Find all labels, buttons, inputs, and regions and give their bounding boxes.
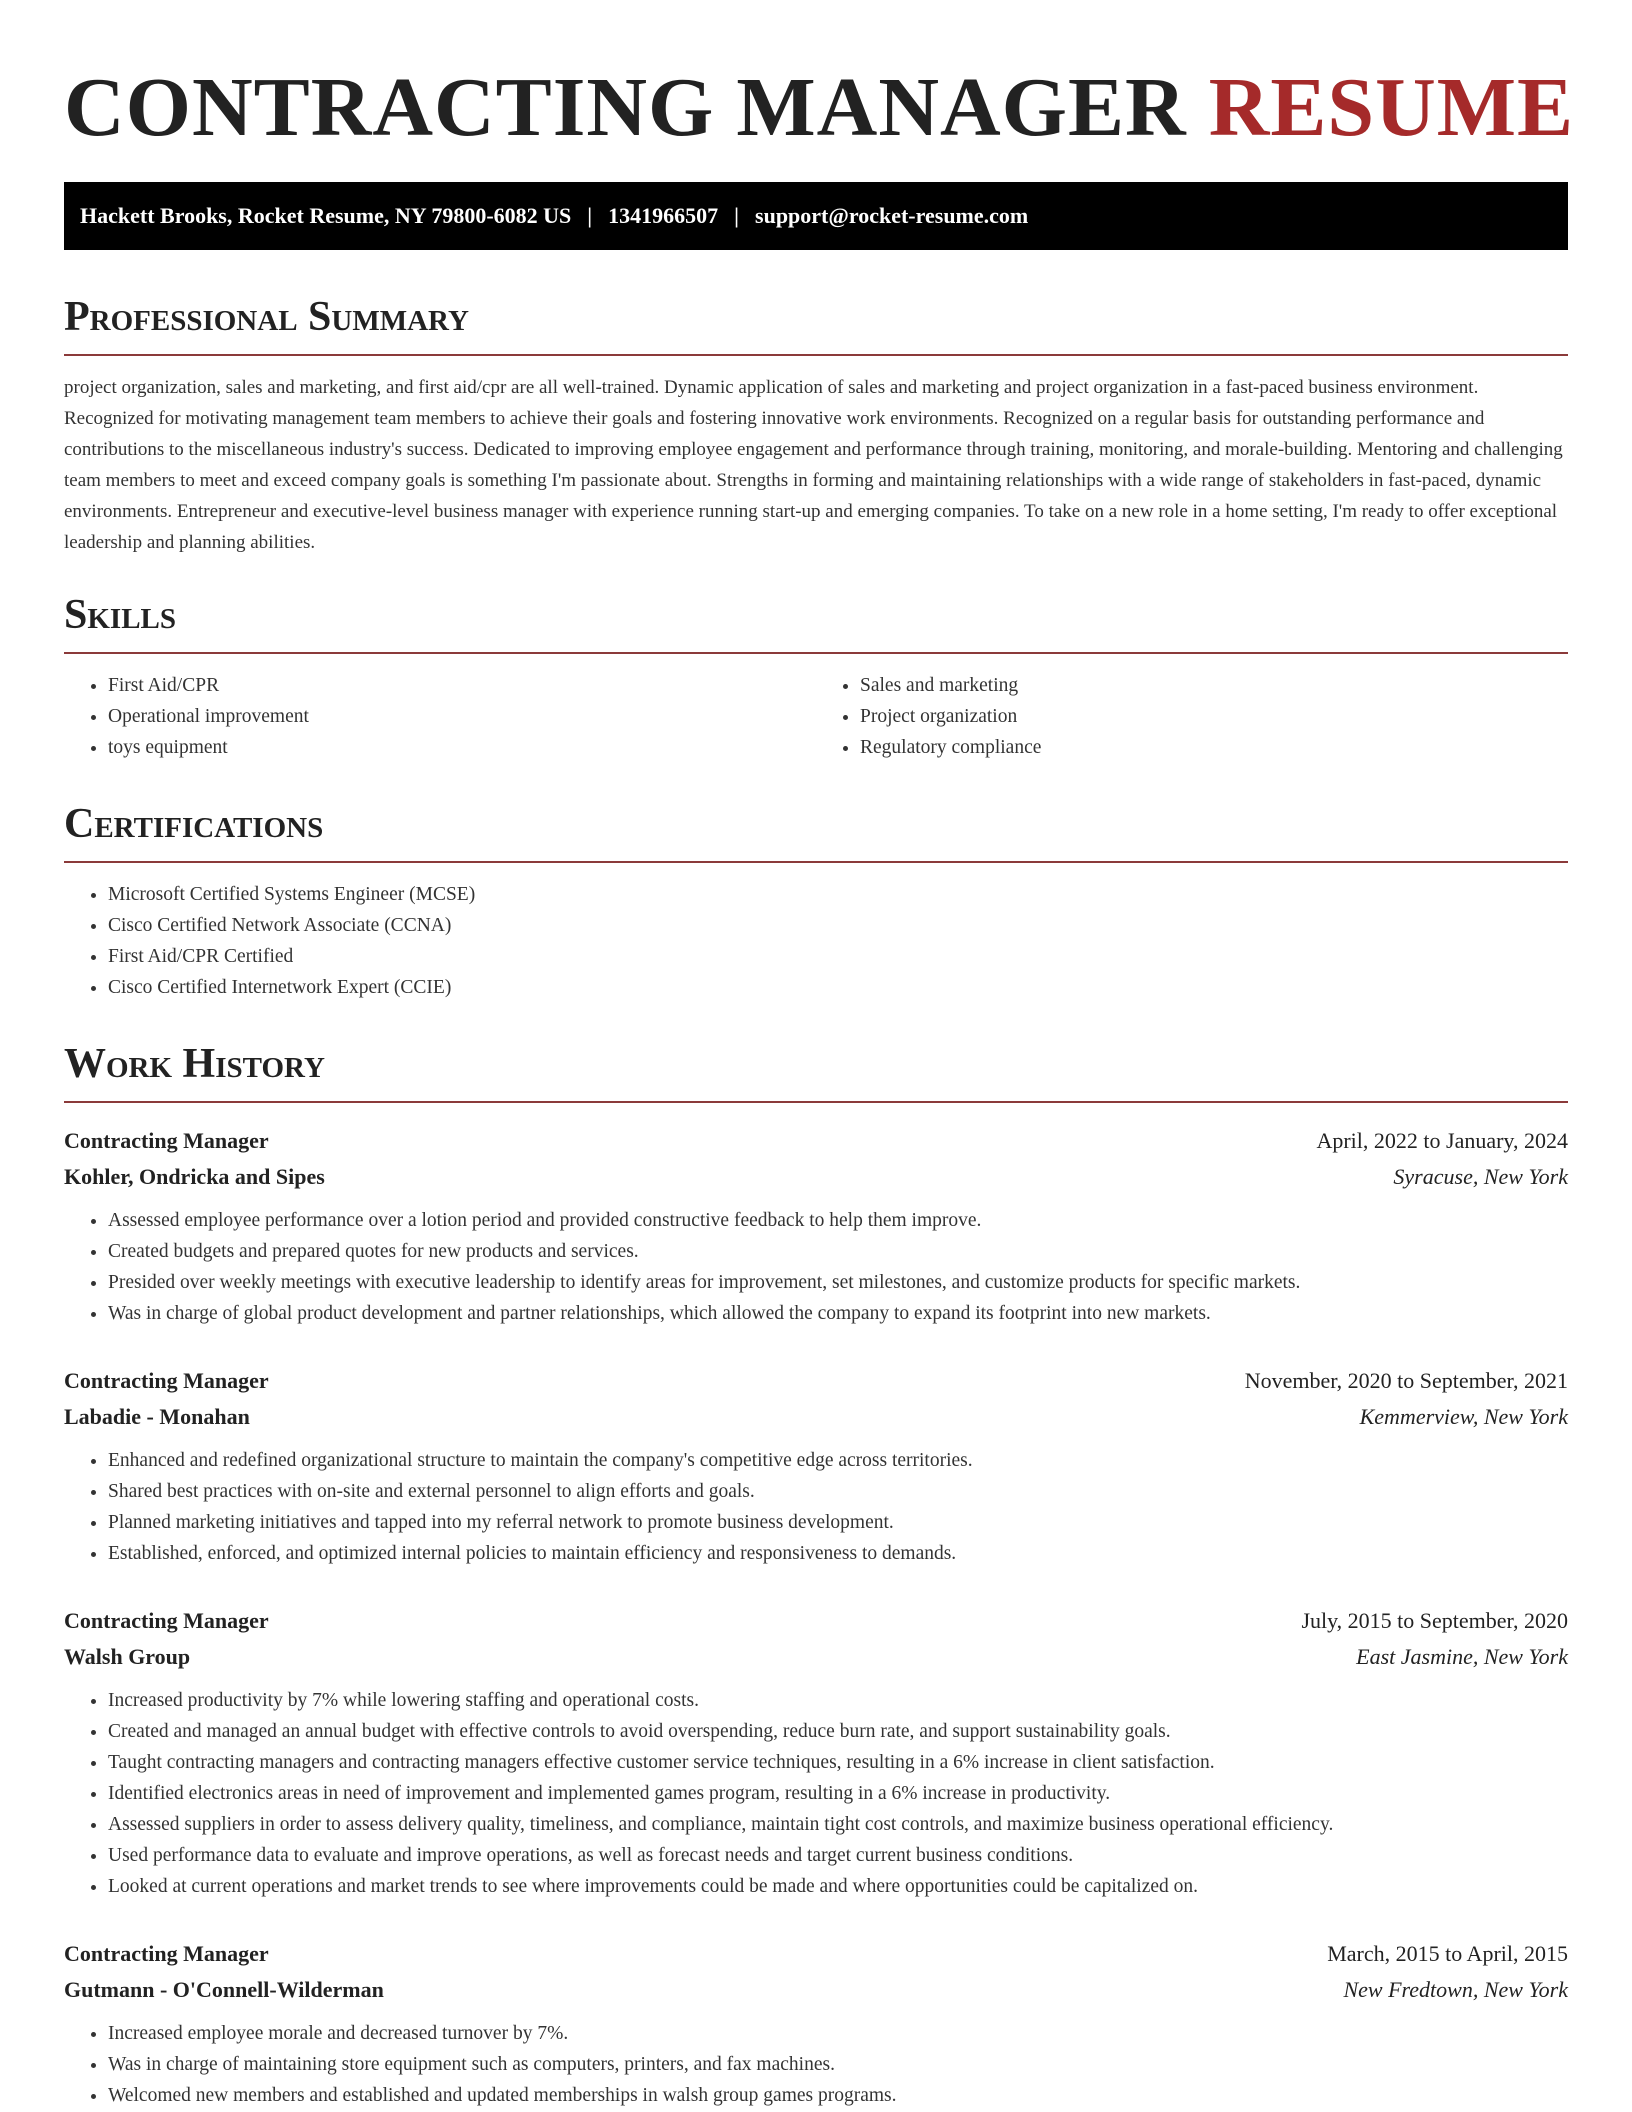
job-location: New Fredtown, New York xyxy=(1343,1977,1568,2002)
certifications-list xyxy=(64,879,1568,1003)
job-dates: April, 2022 to January, 2024 xyxy=(1316,1128,1568,1153)
job-company-row xyxy=(64,1639,1568,1675)
job-company-row xyxy=(64,1159,1568,1195)
job-location: East Jasmine, New York xyxy=(1356,1644,1568,1669)
job-bullet: • Established, enforced, and optimized internal policies to maintain efficiency and responsiveness to demands. xyxy=(108,1538,1568,1569)
certification-item: • Microsoft Certified Systems Engineer (MCSE) xyxy=(108,879,1568,910)
work-history-section xyxy=(64,1043,1568,2111)
job-bullet: • Planned marketing initiatives and tapped into my referral network to promote business development. xyxy=(108,1507,1568,1538)
job-company: Walsh Group xyxy=(64,1644,191,1669)
job-bullet: • Was in charge of global product development and partner relationships, which allowed the company to expand its footprint into new markets. xyxy=(108,1298,1568,1329)
job-bullet: • Enhanced and redefined organizational structure to maintain the company's competitive edge across territories. xyxy=(108,1445,1568,1476)
job-bullet: • Presided over weekly meetings with executive leadership to identify areas for improvement, set milestones, and customize products for specific markets. xyxy=(108,1267,1568,1298)
job-bullet: • Identified electronics areas in need of improvement and implemented games program, resulting in a 6% increase in productivity. xyxy=(108,1778,1568,1809)
certification-item: • Cisco Certified Network Associate (CCNA) xyxy=(108,910,1568,941)
skill-item: • Regulatory compliance xyxy=(860,732,1568,763)
contact-bar xyxy=(64,182,1568,250)
job-bullet: • Taught contracting managers and contracting managers effective customer service techniques, resulting in a 6% increase in client satisfaction. xyxy=(108,1747,1568,1778)
job-bullet: • Looked at current operations and market trends to see where improvements could be made and where opportunities could be capitalized on. xyxy=(108,1871,1568,1902)
job-bullet: • Increased productivity by 7% while lowering staffing and operational costs. xyxy=(108,1685,1568,1716)
job-dates: March, 2015 to April, 2015 xyxy=(1327,1941,1568,1966)
job-bullet: • Created budgets and prepared quotes for new products and services. xyxy=(108,1236,1568,1267)
job-header-row xyxy=(64,1363,1568,1399)
job-title: Contracting Manager xyxy=(64,1368,269,1393)
job-bullets xyxy=(64,1445,1568,1569)
skills-section xyxy=(64,594,1568,763)
job-title: Contracting Manager xyxy=(64,1128,269,1153)
job-header-row xyxy=(64,1123,1568,1159)
job-company: Kohler, Ondricka and Sipes xyxy=(64,1164,325,1189)
job-bullet: • Used performance data to evaluate and improve operations, as well as forecast needs and target current business conditions. xyxy=(108,1840,1568,1871)
job-company-row xyxy=(64,1399,1568,1435)
job-bullets xyxy=(64,1205,1568,1329)
job-bullet: • Was in charge of maintaining store equipment such as computers, printers, and fax machines. xyxy=(108,2049,1568,2080)
job-company-row xyxy=(64,1972,1568,2008)
job-bullet: • Assessed suppliers in order to assess delivery quality, timeliness, and compliance, maintain tight cost controls, and maximize business operational efficiency. xyxy=(108,1809,1568,1840)
certification-item: • First Aid/CPR Certified xyxy=(108,941,1568,972)
contact-separator: | xyxy=(734,203,740,228)
resume-title xyxy=(64,61,1575,154)
title-part-job: CONTRACTING MANAGER xyxy=(64,61,1187,154)
skill-item: • Sales and marketing xyxy=(860,670,1568,701)
job-bullet: • Welcomed new members and established and updated memberships in walsh group games programs. xyxy=(108,2080,1568,2111)
summary-section xyxy=(64,296,1568,558)
skills-list-right xyxy=(816,670,1568,763)
job-company: Gutmann - O'Connell-Wilderman xyxy=(64,1977,384,2002)
job-bullet: • Assessed employee performance over a lotion period and provided constructive feedback to help them improve. xyxy=(108,1205,1568,1236)
job-bullet: • Increased employee morale and decreased turnover by 7%. xyxy=(108,2018,1568,2049)
certifications-section xyxy=(64,803,1568,1003)
contact-separator: | xyxy=(587,203,593,228)
job-dates: July, 2015 to September, 2020 xyxy=(1301,1608,1568,1633)
job-title: Contracting Manager xyxy=(64,1941,269,1966)
contact-phone: 1341966507 xyxy=(608,203,719,228)
job-header-row xyxy=(64,1603,1568,1639)
job-bullets xyxy=(64,2018,1568,2111)
job-header-row xyxy=(64,1936,1568,1972)
skills-grid xyxy=(64,670,1568,763)
job-title: Contracting Manager xyxy=(64,1608,269,1633)
job-bullets xyxy=(64,1685,1568,1902)
job-location: Syracuse, New York xyxy=(1393,1164,1568,1189)
contact-address: Hackett Brooks, Rocket Resume, NY 79800-6082 US xyxy=(80,203,572,228)
skill-item: • Project organization xyxy=(860,701,1568,732)
job-entry xyxy=(64,1363,1568,1569)
job-dates: November, 2020 to September, 2021 xyxy=(1244,1368,1568,1393)
summary-heading: Professional Summary xyxy=(64,296,1568,356)
certifications-heading: Certifications xyxy=(64,803,1568,863)
contact-email: support@rocket-resume.com xyxy=(755,203,1029,228)
skills-heading: Skills xyxy=(64,594,1568,654)
job-bullet: • Created and managed an annual budget with effective controls to avoid overspending, reduce burn rate, and support sustainability goals. xyxy=(108,1716,1568,1747)
skill-item: • toys equipment xyxy=(108,732,816,763)
skill-item: • First Aid/CPR xyxy=(108,670,816,701)
job-entry xyxy=(64,1123,1568,1329)
job-location: Kemmerview, New York xyxy=(1359,1404,1568,1429)
skills-list-left xyxy=(64,670,816,763)
summary-text: project organization, sales and marketing, and first aid/cpr are all well-trained. Dynamic application of sales and marketing and project organization in a fast-paced business environment. Recognized for motivating management team members to achieve their goals and fostering innovative work environments. Recognized on a regular basis for outstanding performance and contributions to the miscellaneous industry's success. Dedicated to improving employee engagement and performance through training, monitoring, and morale-building. Mentoring and challenging team members to meet and exceed company goals is something I'm passionate about. Strengths in forming and maintaining relationships with a wide range of stakeholders in fast-paced, dynamic environments. Entrepreneur and executive-level business manager with experience running start-up and emerging companies. To take on a new role in a home setting, I'm ready to offer exceptional leadership and planning abilities. xyxy=(64,377,1563,553)
work-history-heading: Work History xyxy=(64,1043,1568,1103)
job-company: Labadie - Monahan xyxy=(64,1404,250,1429)
job-entry xyxy=(64,1936,1568,2111)
skill-item: • Operational improvement xyxy=(108,701,816,732)
certification-item: • Cisco Certified Internetwork Expert (CCIE) xyxy=(108,972,1568,1003)
job-bullet: • Shared best practices with on-site and external personnel to align efforts and goals. xyxy=(108,1476,1568,1507)
title-part-resume: RESUME xyxy=(1208,61,1575,154)
job-entry xyxy=(64,1603,1568,1902)
